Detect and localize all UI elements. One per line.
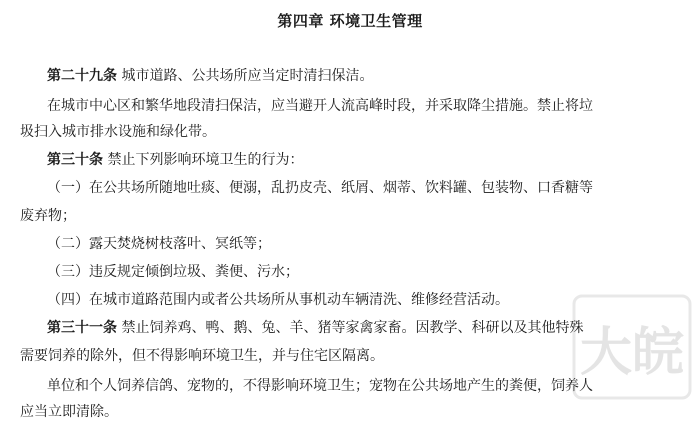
article-31-para2-line1: 单位和个人饲养信鸽、宠物的，不得影响环境卫生；宠物在公共场地产生的粪便，饲养人: [47, 378, 593, 394]
article-30-item1-line2: 废弃物；: [20, 208, 76, 224]
article-29-text: 城市道路、公共场所应当定时清扫保洁。: [117, 68, 374, 84]
svg-text:大皖: 大皖: [579, 323, 685, 383]
article-29-para2-line2: 圾扫入城市排水设施和绿化带。: [20, 124, 216, 140]
article-30-item1-line1: （一）在公共场所随地吐痰、便溺，乱扔皮壳、纸屑、烟蒂、饮料罐、包装物、口香糖等: [47, 180, 593, 196]
article-31-heading: 第三十一条: [47, 320, 117, 336]
article-31-para2-line2: 应当立即清除。: [20, 404, 118, 420]
article-29-para2-line1: 在城市中心区和繁华地段清扫保洁，应当避开人流高峰时段，并采取降尘措施。禁止将垃: [47, 98, 593, 114]
article-29: [47, 66, 373, 86]
article-31-text: 禁止饲养鸡、鸭、鹅、兔、羊、猪等家禽家畜。因教学、科研以及其他特殊: [117, 320, 584, 336]
article-30-item2: （二）露天焚烧树枝落叶、冥纸等；: [47, 236, 271, 252]
article-30-item3: （三）违反规定倾倒垃圾、粪便、污水；: [47, 264, 299, 280]
article-30-heading: 第三十条: [47, 152, 103, 168]
article-31: [47, 318, 583, 338]
article-30-item4: （四）在城市道路范围内或者公共场所从事机动车辆清洗、维修经营活动。: [47, 292, 509, 308]
chapter-title: 第四章 环境卫生管理: [277, 12, 423, 30]
article-31-para1-line2: 需要饲养的除外，但不得影响环境卫生，并与住宅区隔离。: [20, 348, 384, 364]
article-30-text: 禁止下列影响环境卫生的行为：: [103, 152, 304, 168]
article-29-heading: 第二十九条: [47, 68, 117, 84]
article-30: [47, 150, 303, 170]
